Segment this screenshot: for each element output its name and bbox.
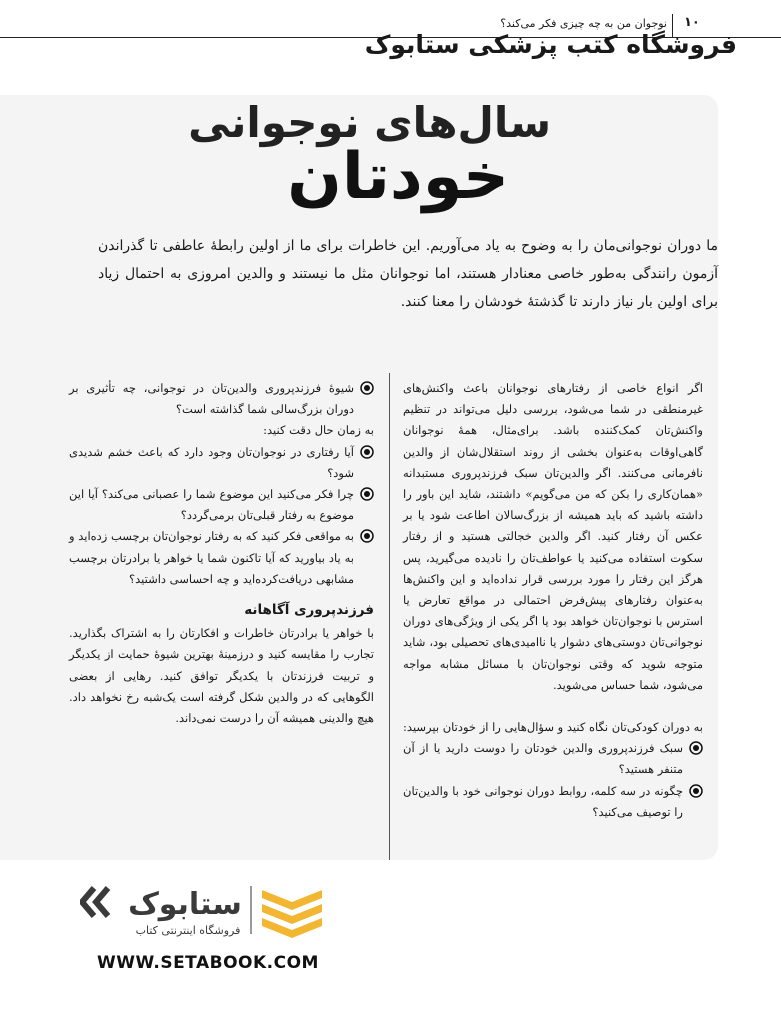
target-bullet-icon xyxy=(360,381,374,395)
logo-brand-text: ستابوک xyxy=(128,887,242,922)
list-item: به مواقعی فکر کنید که به رفتار نوجوان‌تان برچسب زده‌اید و به یاد بیاورید که آیا تاکنون شما یا خواهر یا برادرتان برچسب مشابهی دریافت‌کرده‌اید و چه احساسی داشتید؟ xyxy=(69,526,374,590)
target-bullet-icon xyxy=(689,741,703,755)
store-watermark-title: فروشگاه کتب پزشکی ستابوک xyxy=(364,30,737,59)
intro-paragraph: ما دوران نوجوانی‌مان را به وضوح به یاد می‌آوریم. این خاطرات برای ما از اولین رابطهٔ عاطفی تا گذراندن آزمون رانندگی به‌طور خاصی معنادار هستند، اما نوجوانان مثل ما نیستند و والدین امروزی به احتمال زیاد برای اولین بار نیاز دارند تا گذشتهٔ خودشان را معنا کنند. xyxy=(98,238,718,310)
section-subheading: فرزندپروری آگاهانه xyxy=(244,602,374,619)
list-item: چرا فکر می‌کنید این موضوع شما را عصبانی می‌کند؟ آیا این موضوع به رفتار قبلی‌تان برمی‌گردد؟ xyxy=(69,484,374,526)
setabook-logo xyxy=(80,880,340,940)
list-item: شیوهٔ فرزندپروری والدین‌تان در نوجوانی، چه تأثیری بر دوران بزرگ‌سالی شما گذاشته است؟ xyxy=(69,378,374,420)
present-label: به زمان حال دقت کنید: xyxy=(263,423,374,438)
target-bullet-icon xyxy=(360,445,374,459)
right-column xyxy=(403,378,703,823)
list-item: آیا رفتاری در نوجوان‌تان وجود دارد که باعث خشم شدیدی شود؟ xyxy=(69,442,374,484)
logo-tagline-text: فروشگاه اینترنتی کتاب xyxy=(135,924,241,937)
target-bullet-icon xyxy=(360,487,374,501)
target-bullet-icon xyxy=(689,784,703,798)
left-paragraph: با خواهر یا برادرتان خاطرات و افکارتان را به اشتراک بگذارید. تجارب را مقایسه کنید و درزمینهٔ بهترین شیوهٔ حمایت از یکدیگر و تربیت فرزندتان با یکدیگر توافق کنید. رهایی از بعضی الگوهایی که در والدین شکل گرفته است یک‌شبه رخ نخواهد داد. هیچ والدینی همیشه آن را درست نمی‌داند. xyxy=(69,626,374,726)
page-number: ۱۰ xyxy=(684,15,700,30)
logo-url: WWW.SETABOOK.COM xyxy=(97,953,319,973)
left-column xyxy=(69,378,374,729)
list-item: سبک فرزندپروری والدین خودتان را دوست دارید یا از آن متنفر هستید؟ xyxy=(403,738,703,780)
running-title: نوجوان من به چه چیزی فکر می‌کند؟ xyxy=(500,17,667,30)
chapter-title-line1: سال‌های نوجوانی xyxy=(188,98,551,147)
chapter-title-line2: خودتان xyxy=(287,140,509,214)
target-bullet-icon xyxy=(360,529,374,543)
column-divider xyxy=(389,373,390,860)
right-paragraph-1: اگر انواع خاصی از رفتارهای نوجوانان باعث واکنش‌های غیرمنطقی در شما می‌شود، بررسی دلیل می‌تواند در تنظیم واکنش‌تان کمک‌کننده باشد. برای‌مثال، همهٔ نوجوانان گاهی‌اوقات به‌عنوان بخشی از روند استقلال‌شان از والدین نافرمانی می‌کنند. اگر والدین‌تان سبک فرزندپروری مستبدانه «همان‌کاری را بکن که من می‌گویم» داشتند، شاید این باور را داشته باشید که باید همیشه از بزرگ‌سالان اطاعت شود یا بر عکس آن رفتار کنید. اگر والدین خجالتی هستید و از رفتار سکوت استفاده می‌کنید یا عواطف‌تان را نادیده می‌گیرید، پس هرگز این رفتار را مورد بررسی قرار نداده‌اید و این واکنش‌ها به‌عنوان رفتارهای پیش‌فرض احتمالی در مواقع تعارض یا استرس با نوجوان‌تان خواهد بود یا اگر یکی از ویژگی‌های دوران نوجوانی‌تان دوستی‌های دشوار یا ناامیدی‌های تحصیلی بود، شاید متوجه شوید که وقتی نوجوان‌تان با مسائل مشابه مواجه می‌شود، شما حساس می‌شوید. xyxy=(403,381,703,692)
right-paragraph-2: به دوران کودکی‌تان نگاه کنید و سؤال‌هایی را از خودتان بپرسید: xyxy=(403,720,703,735)
list-item: چگونه در سه کلمه، روابط دوران نوجوانی خود با والدین‌تان را توصیف می‌کنید؟ xyxy=(403,781,703,823)
